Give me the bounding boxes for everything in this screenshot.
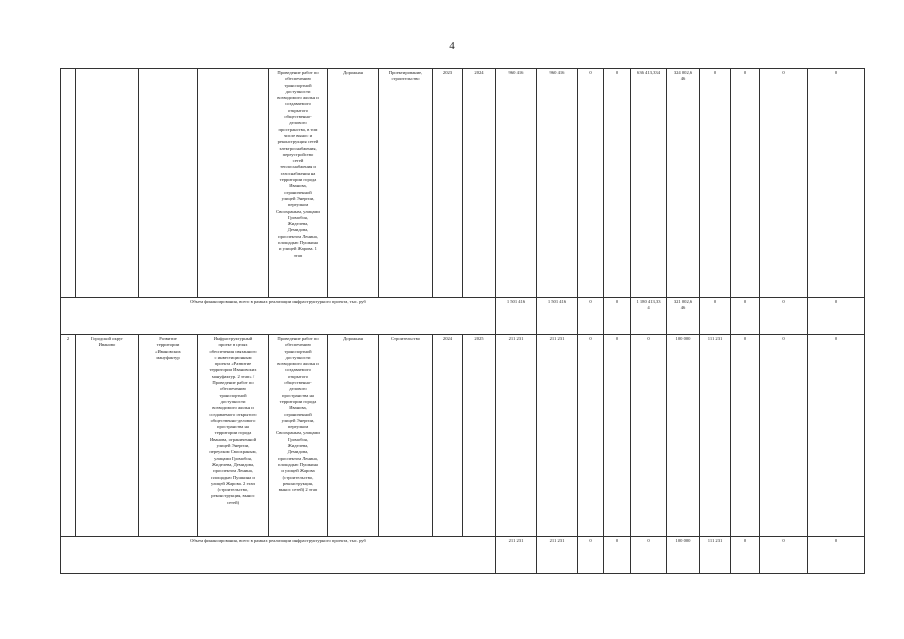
value-cell: 0: [700, 69, 731, 298]
value-cell: 0: [604, 537, 631, 574]
goal-cell: Развитие территории «Ивановских мануфактур: [139, 335, 198, 537]
event-cell: Проведение работ по обеспечению транспортной доступности возводимого жилья и создаваемого открытого общественно- делового пространства на территории города Иванова, ограниченной улицей Энергии, переулком Своохраным, улицами Громобоя, Жиделева, Демидова, проспектом Ленина, площадью Пушкина и улицей Жарова (строительство, реконструкция, вынос сетей) 2 этап: [269, 335, 328, 537]
value-cell: 0: [760, 298, 808, 335]
start-year-cell: 2024: [433, 335, 463, 537]
value-cell: 0: [604, 335, 631, 537]
value-cell: 0: [631, 537, 667, 574]
value-cell: 960 416: [537, 69, 578, 298]
value-cell: 0: [808, 335, 865, 537]
value-cell: 0: [578, 69, 604, 298]
value-cell: 211 231: [537, 335, 578, 537]
work-cell: Проектирование, строительство: [379, 69, 433, 298]
end-year-cell: 2024: [463, 69, 496, 298]
subtotal-row: [61, 298, 865, 335]
type-cell: Дорожная: [328, 69, 379, 298]
goal-cell: [139, 69, 198, 298]
value-cell: 0: [808, 537, 865, 574]
value-cell: 211 231: [496, 335, 537, 537]
start-year-cell: 2023: [433, 69, 463, 298]
value-cell: 1 180 413,33 4: [631, 298, 667, 335]
value-cell: 0: [731, 69, 760, 298]
value-cell: 0: [808, 298, 865, 335]
financing-table: [60, 68, 865, 574]
value-cell: 0: [731, 298, 760, 335]
value-cell: 0: [578, 298, 604, 335]
value-cell: 0: [731, 537, 760, 574]
work-cell: Строительство: [379, 335, 433, 537]
value-cell: 321 002,6 46: [667, 298, 700, 335]
recipient-cell: Городской округ Иваново: [76, 335, 139, 537]
project-cell: Инфраструктурный проект в целях обеспечения связанного с инвестиционным проекта «Развитие территории Ивановских мануфактур. 2 этап» / Проведение работ по обеспечению транспортной доступности возводимого жилья и создаваемого открытого общественно-делового пространства на территории города Иванова, ограниченной улицей Энергии, переулком Своохраным, улицами Громобоя, Жиделева, Демидова, проспектом Ленина, площадью Пушкина и улицей Жарова. 2 этап (строительство, реконструкция, вынос сетей): [198, 335, 269, 537]
value-cell: 0: [808, 69, 865, 298]
value-cell: 111 231: [700, 335, 731, 537]
recipient-cell: [76, 69, 139, 298]
value-cell: 0: [731, 335, 760, 537]
subtotal-label: Объем финансирования, всего в рамках реализации инфраструктурного проекта, тыс. руб: [61, 298, 496, 335]
value-cell: 0: [631, 335, 667, 537]
subtotal-label: Объем финансирования, всего в рамках реализации инфраструктурного проекта, тыс. руб: [61, 537, 496, 574]
value-cell: 211 231: [496, 537, 537, 574]
value-cell: 100 000: [667, 335, 700, 537]
value-cell: 0: [760, 537, 808, 574]
value-cell: 1 501 416: [537, 298, 578, 335]
value-cell: 1 501 416: [496, 298, 537, 335]
value-cell: 0: [578, 537, 604, 574]
end-year-cell: 2025: [463, 335, 496, 537]
value-cell: 0: [700, 298, 731, 335]
value-cell: 324 002,6 46: [667, 69, 700, 298]
value-cell: 0: [578, 335, 604, 537]
row-number-cell: 2: [61, 335, 76, 537]
project-cell: [198, 69, 269, 298]
value-cell: 111 231: [700, 537, 731, 574]
value-cell: 0: [760, 335, 808, 537]
value-cell: 0: [604, 69, 631, 298]
subtotal-row: [61, 537, 865, 574]
value-cell: 0: [760, 69, 808, 298]
value-cell: 0: [604, 298, 631, 335]
page-number: 4: [449, 40, 455, 52]
table-row: [61, 69, 865, 298]
value-cell: 960 416: [496, 69, 537, 298]
event-cell: Проведение работ по обеспечению транспортной доступности возводимого жилья и создаваемого открытого общественно- делового пространства, в том числе вынос и реконструкция сетей электроснабжения, переустройство сетей теплоснабжения и газоснабжения на территории города Иванова, ограниченной улицей Энергии, переулком Своохраным, улицами Громобоя, Жиделева, Демидова, проспектом Ленина, площадью Пушкина и улицей Жарова. 1 этап: [269, 69, 328, 298]
table-row: [61, 335, 865, 537]
value-cell: 100 000: [667, 537, 700, 574]
type-cell: Дорожная: [328, 335, 379, 537]
value-cell: 211 231: [537, 537, 578, 574]
value-cell: 636 413,334: [631, 69, 667, 298]
row-number-cell: [61, 69, 76, 298]
